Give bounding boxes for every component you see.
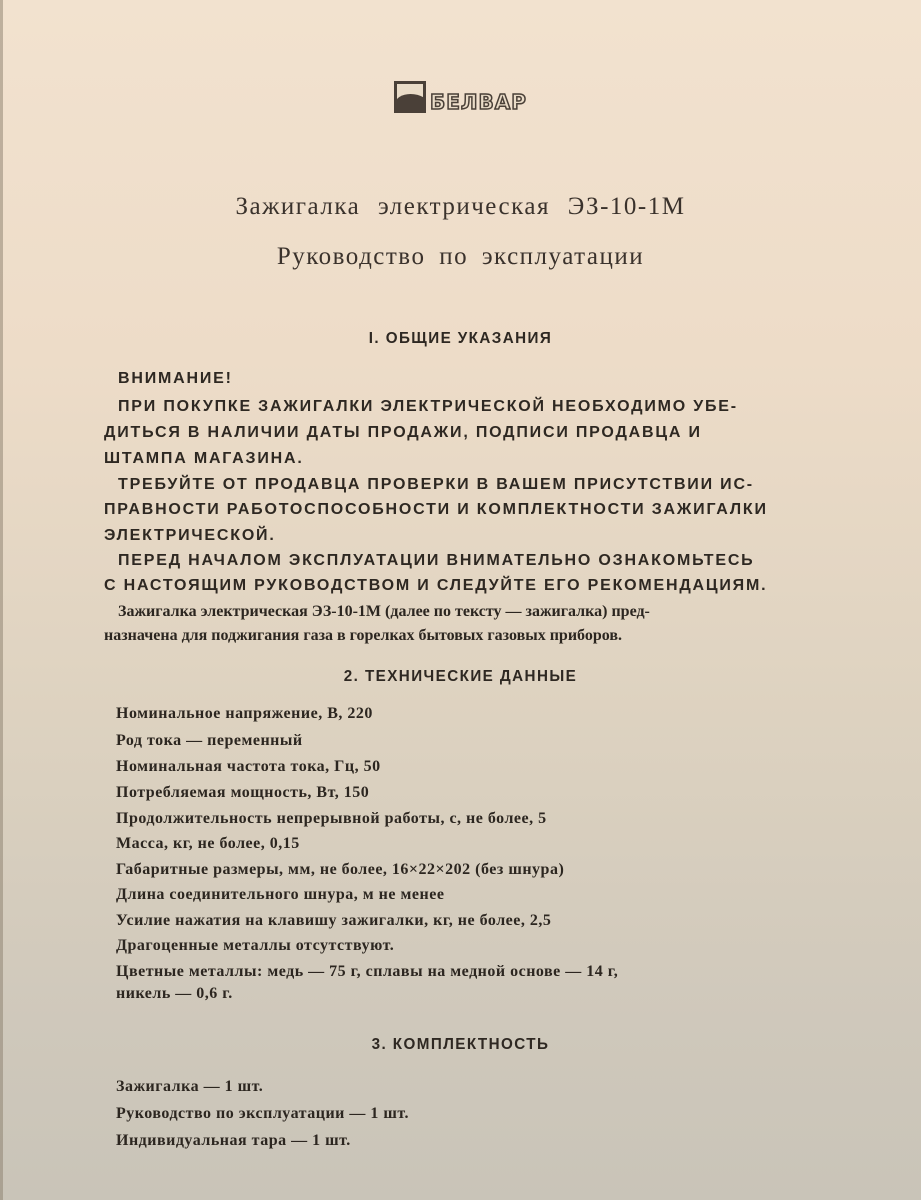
- inspection-request-cont: [104, 497, 768, 549]
- purchase-warning: [118, 394, 738, 420]
- spec-frequency: Номинальная частота тока, Гц, 50: [116, 758, 381, 775]
- spec-power: Потребляемая мощность, Вт, 150: [116, 784, 370, 801]
- spec-cord-length: Длина соединительного шнура, м не менее: [116, 886, 445, 903]
- inspection-request: [118, 472, 754, 498]
- section1-heading: I. ОБЩИЕ УКАЗАНИЯ: [368, 330, 553, 347]
- section2-heading: 2. ТЕХНИЧЕСКИЕ ДАННЫЕ: [343, 668, 578, 685]
- manual-subtitle: Руководство по эксплуатации: [276, 243, 645, 270]
- spec-press-force: Усилие нажатия на клавишу зажигалки, кг, не более, 2,5: [116, 912, 552, 929]
- contents-item-manual: Руководство по эксплуатации — 1 шт.: [116, 1105, 410, 1122]
- contents-item-package: Индивидуальная тара — 1 шт.: [116, 1132, 351, 1149]
- purpose-line: Зажигалка электрическая ЭЗ-10-1М (далее по тексту — зажигалка) пред-: [118, 603, 650, 620]
- spec-nickel: никель — 0,6 г.: [116, 985, 233, 1002]
- spec-voltage: Номинальное напряжение, В, 220: [116, 705, 373, 722]
- spec-precious-metals: Драгоценные металлы отсутствуют.: [116, 937, 395, 954]
- purpose-text: [118, 600, 650, 625]
- belvar-logo: [394, 80, 527, 114]
- product-title: Зажигалка электрическая ЭЗ-10-1М: [235, 193, 686, 220]
- purchase-warning-line: ДИТЬСЯ В НАЛИЧИИ ДАТЫ ПРОДАЖИ, ПОДПИСИ ПРОДАВЦА И: [104, 424, 702, 441]
- contents-item-lighter: Зажигалка — 1 шт.: [116, 1078, 264, 1095]
- spec-dimensions: Габаритные размеры, мм, не более, 16×22×202 (без шнура): [116, 861, 565, 878]
- purchase-warning-line: ПРИ ПОКУПКЕ ЗАЖИГАЛКИ ЭЛЕКТРИЧЕСКОЙ НЕОБХОДИМО УБЕ-: [118, 398, 738, 415]
- purpose-text-cont: [104, 624, 622, 649]
- inspection-request-line: ПРАВНОСТИ РАБОТОСПОСОБНОСТИ И КОМПЛЕКТНОСТИ ЗАЖИГАЛКИ: [104, 501, 768, 518]
- inspection-request-line: ЭЛЕКТРИЧЕСКОЙ.: [104, 527, 276, 544]
- section3-heading: 3. КОМПЛЕКТНОСТЬ: [371, 1036, 550, 1053]
- inspection-request-line: ТРЕБУЙТЕ ОТ ПРОДАВЦА ПРОВЕРКИ В ВАШЕМ ПРИСУТСТВИИ ИС-: [118, 476, 754, 493]
- read-manual-line: С НАСТОЯЩИМ РУКОВОДСТВОМ И СЛЕДУЙТЕ ЕГО РЕКОМЕНДАЦИЯМ.: [104, 577, 768, 594]
- read-manual-note: [118, 548, 754, 574]
- spec-duration: Продолжительность непрерывной работы, с, не более, 5: [116, 810, 547, 827]
- spec-mass: Масса, кг, не более, 0,15: [116, 835, 300, 852]
- purchase-warning-line: ШТАМПА МАГАЗИНА.: [104, 450, 304, 467]
- read-manual-line: ПЕРЕД НАЧАЛОМ ЭКСПЛУАТАЦИИ ВНИМАТЕЛЬНО ОЗНАКОМЬТЕСЬ: [118, 552, 755, 569]
- purpose-line: назначена для поджигания газа в горелках бытовых газовых приборов.: [104, 627, 622, 644]
- read-manual-note-cont: [104, 573, 767, 599]
- attention-label: ВНИМАНИЕ!: [118, 370, 233, 387]
- logo-text: БЕЛВАР: [430, 90, 527, 114]
- belvar-logo-mark-icon: [394, 81, 426, 113]
- spec-nonferrous-metals: Цветные металлы: медь — 75 г, сплавы на медной основе — 14 г,: [116, 963, 619, 980]
- spec-current-type: Род тока — переменный: [116, 732, 303, 749]
- paper-edge: [0, 0, 3, 1200]
- purchase-warning-cont: [104, 420, 702, 472]
